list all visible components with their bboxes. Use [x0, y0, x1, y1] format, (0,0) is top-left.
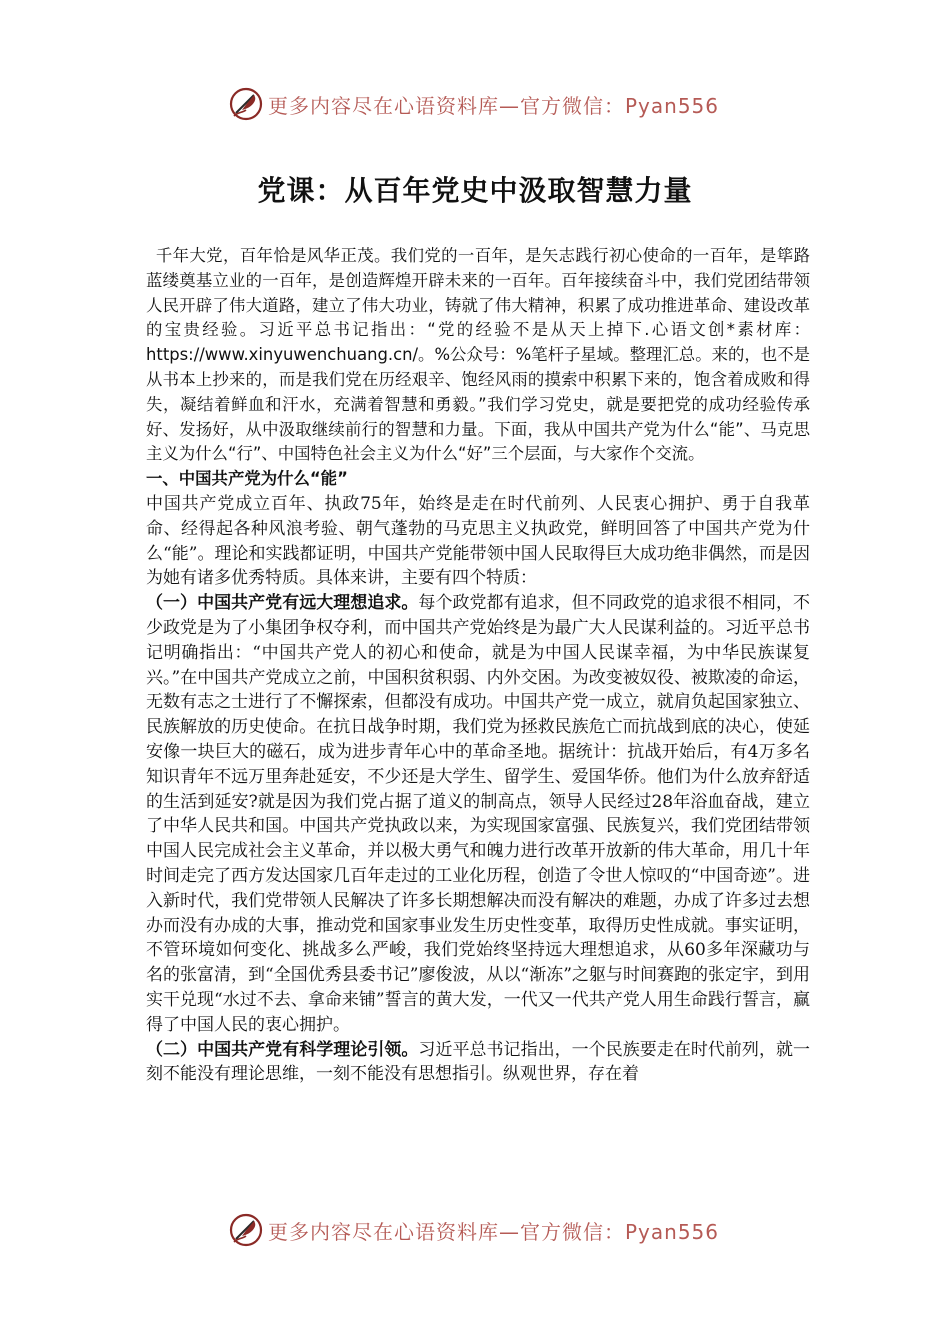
point-2-text: 习近平总书记指出，一个民族要走在时代前列，就一刻不能没有理论思维，一刻不能没有思想指引。纵观世界，存在着	[146, 1039, 810, 1085]
watermark-banner-top	[228, 84, 728, 124]
article-body	[146, 244, 810, 1087]
point-2-paragraph	[146, 1038, 810, 1088]
watermark-text: 更多内容尽在心语资料库—官方微信：Pyan556	[268, 1219, 720, 1244]
point-1-lead: （一）中国共产党有远大理想追求。	[146, 593, 419, 614]
watermark-banner-bottom	[228, 1210, 728, 1250]
quill-logo-icon	[228, 1212, 264, 1248]
point-1-text: 每个政党都有追求，但不同政党的追求很不相同，不少政党是为了小集团争权夺利，而中国共产党始终是为最广大人民谋利益的。习近平总书记明确指出：“中国共产党人的初心和使命，就是为中国人民谋幸福，为中华民族谋复兴。”在中国共产党成立之前，中国积贫积弱、内外交困。为改变被奴役、被欺凌的命运，无数有志之士进行了不懈探索，但都没有成功。中国共产党一成立，就肩负起国家独立、民族解放的历史使命。在抗日战争时期，我们党为拯救民族危亡而抗战到底的决心，使延安像一块巨大的磁石，成为进步青年心中的革命圣地。据统计：抗战开始后，有4万多名知识青年不远万里奔赴延安，不少还是大学生、留学生、爱国华侨。他们为什么放弃舒适的生活到延安?就是因为我们党占据了道义的制高点，领导人民经过28年浴血奋战，建立了中华人民共和国。中国共产党执政以来，为实现国家富强、民族复兴，我们党团结带领中国人民完成社会主义革命，并以极大勇气和魄力进行改革开放新的伟大革命，用几十年时间走完了西方发达国家几百年走过的工业化历程，创造了令世人惊叹的“中国奇迹”。进入新时代，我们党带领人民解决了许多长期想解决而没有解决的难题，办成了许多过去想办而没有办成的大事，推动党和国家事业发生历史性变革，取得历史性成就。事实证明，不管环境如何变化、挑战多么严峻，我们党始终坚持远大理想追求，从60多年深藏功与名的张富清，到“全国优秀县委书记”廖俊波，从以“渐冻”之躯与时间赛跑的张定宇，到用实干兑现“水过不去、拿命来铺”誓言的黄大发，一代又一代共产党人用生命践行誓言，赢得了中国人民的衷心拥护。	[146, 593, 810, 1035]
intro-paragraph: 千年大党，百年恰是风华正茂。我们党的一百年，是矢志践行初心使命的一百年，是筚路蓝缕奠基立业的一百年，是创造辉煌开辟未来的一百年。百年接续奋斗中，我们党团结带领人民开辟了伟大道路，建立了伟大功业，铸就了伟大精神，积累了成功推进革命、建设改革的宝贵经验。习近平总书记指出：“党的经验不是从天上掉下.心语文创*素材库：https://www.xinyuwenchuang.cn/。%公众号：%笔杆子星域。整理汇总。来的，也不是从书本上抄来的，而是我们党在历经艰辛、饱经风雨的摸索中积累下来的，饱含着成败和得失，凝结着鲜血和汗水，充满着智慧和勇毅。”我们学习党史，就是要把党的成功经验传承好、发扬好，从中汲取继续前行的智慧和力量。下面，我从中国共产党为什么“能”、马克思主义为什么“行”、中国特色社会主义为什么“好”三个层面，与大家作个交流。	[146, 246, 810, 464]
section-1-paragraph: 中国共产党成立百年、执政75年，始终是走在时代前列、人民衷心拥护、勇于自我革命、经得起各种风浪考验、朝气蓬勃的马克思主义执政党，鲜明回答了中国共产党为什么“能”。理论和实践都证明，中国共产党能带领中国人民取得巨大成功绝非偶然，而是因为她有诸多优秀特质。具体来讲，主要有四个特质：	[146, 493, 810, 589]
page-title: 党课：从百年党史中汲取智慧力量	[257, 173, 693, 207]
watermark-text: 更多内容尽在心语资料库—官方微信：Pyan556	[268, 93, 720, 118]
point-1-paragraph	[146, 591, 810, 1037]
point-2-lead: （二）中国共产党有科学理论引领。	[146, 1039, 419, 1060]
quill-logo-icon	[228, 86, 264, 122]
section-heading-1: 一、中国共产党为什么“能”	[146, 469, 348, 489]
